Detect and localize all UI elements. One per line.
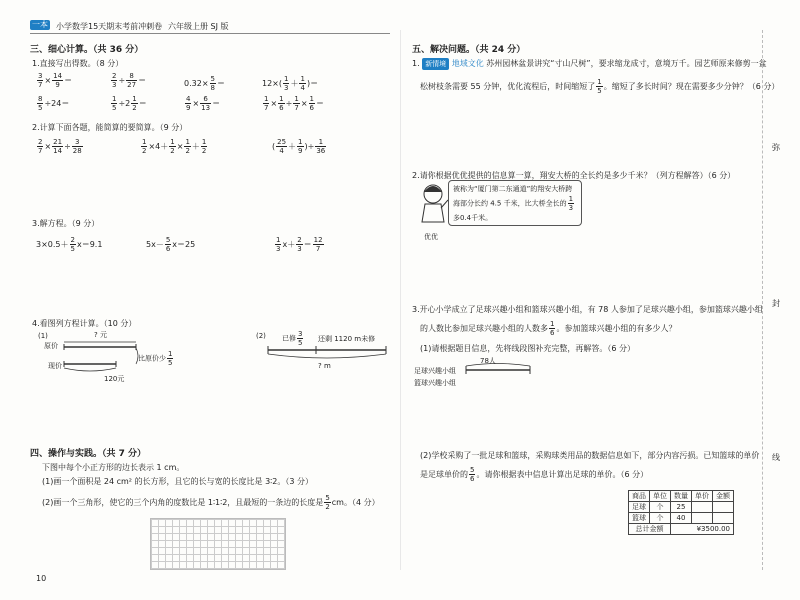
section3-title: 三、细心计算。（共 36 分） (30, 45, 144, 55)
q3-football-label: 足球兴趣小组 (414, 367, 456, 375)
q4-title: 4.看图列方程计算。（10 分） (32, 319, 137, 328)
s5-q3-sub2-line1: (2)学校采购了一批足球和篮球，采购球类用品的数据信息如下，部分内容污损。已知篮球的单价 (420, 451, 760, 460)
calc-1d: 12×( $\frac{1}{3}$ ＋ $\frac{1}{4}$ )＝ (262, 75, 319, 92)
equation-3: $\frac{1}{3}$ x＋ $\frac{2}{3}$ ＝ $\frac{12}{7}$ (276, 236, 323, 253)
calc-1b: $\frac{2}{3}$ ÷ $\frac{8}{27}$ ＝ (112, 72, 147, 89)
header-title: 小学数学15天期末考前冲刺卷 (56, 22, 163, 31)
s5-q1-line2: 松树枝条需要 55 分钟，优化流程后，时间缩短了 $\frac{1}{5}$ 。缩短了多长时间？现在需要多少分钟？（6 分） (420, 78, 780, 95)
th-item: 商品 (629, 491, 650, 502)
th-price: 单价 (692, 491, 713, 502)
section5-title: 五、解决问题。（共 24 分） (412, 45, 526, 55)
youyou-label: 优优 (424, 233, 438, 241)
calc-2b: $\frac{1}{5}$ ÷2 $\frac{1}{2}$ ＝ (112, 95, 147, 112)
q3-segment (464, 362, 534, 376)
calc-2c: $\frac{4}{9}$ × $\frac{6}{13}$ ＝ (186, 95, 221, 112)
expr-2b: $\frac{1}{2}$ ×4＋ $\frac{1}{2}$ × $\frac{1}{2}$ ＋ $\frac{1}{2}$ (142, 138, 207, 155)
calc-2a: $\frac{8}{5}$ ÷24＝ (38, 95, 70, 112)
seal-char-1: 弥 (772, 143, 780, 152)
sec4-q2: (2)画一个三角形，使它的三个内角的度数比是 1∶1∶2，且最短的一条边的长度是 $\frac{5}{2}$ cm。（4 分） (42, 494, 380, 511)
q3-78-label: 78人 (480, 357, 496, 365)
square-grid[interactable] (150, 518, 286, 570)
seal-line (762, 30, 764, 570)
s5-q2-title: 2.请你根据优优提供的信息算一算，翔安大桥的全长约是多少千米？（列方程解答）（6 分） (412, 171, 736, 180)
s5-q1-line1: 1. 新情境 地域文化 苏州园林盆景讲究“寸山尺树”，要求缩龙成寸，意境万千。园艺师原来修剪一盆 (412, 59, 767, 68)
tag-new-context: 新情境 (422, 58, 449, 70)
diagram1-120: 120元 (104, 375, 125, 383)
calc-1c: 0.32× $\frac{5}{8}$ ＝ (184, 75, 225, 92)
q3-title: 3.解方程。（9 分） (32, 219, 100, 228)
diagram2-remaining: 还剩 1120 m未修 (318, 335, 376, 343)
diagram1-unknown: ? 元 (94, 331, 107, 339)
q1-title: 1.直接写出得数。（8 分） (32, 59, 124, 68)
equation-2: 5x－ $\frac{5}{6}$ x＝25 (146, 236, 196, 253)
girl-illustration (418, 182, 448, 230)
diagram1-less: 比原价少 $\frac{1}{5}$ (138, 350, 173, 367)
sec4-intro: 下图中每个小正方形的边长表示 1 cm。 (42, 463, 185, 472)
section4-title: 四、操作与实践。（共 7 分） (30, 449, 147, 459)
q3-basketball-label: 篮球兴趣小组 (414, 379, 456, 387)
table-row: 足球 个 25 (629, 502, 734, 513)
diagram1-yuanjia: 原价 (44, 342, 58, 350)
header-rule (30, 33, 390, 34)
calc-2d: $\frac{1}{7}$ × $\frac{1}{6}$ ÷ $\frac{1}{7}$ × $\frac{1}{6}$ ＝ (264, 95, 324, 112)
table-total-row: 总计金额 ¥3500.00 (629, 524, 734, 535)
calc-1a: $\frac{3}{7}$ × $\frac{14}{9}$ ＝ (38, 72, 73, 89)
diagram2-unknown: ? m (318, 362, 331, 370)
seal-char-2: 封 (772, 299, 780, 308)
brand-badge: 一本 (32, 20, 48, 29)
sec4-q1: (1)画一个面积是 24 cm² 的长方形，且它的长与宽的长度比是 3∶2。（3 分） (42, 477, 313, 486)
th-unit: 单位 (650, 491, 671, 502)
diagram1-xianjia: 现价 (48, 362, 62, 370)
expr-2c: ( $\frac{25}{4}$ ＋ $\frac{1}{9}$ )÷ $\frac{1}{36}$ (272, 138, 326, 155)
header-grade: 六年级上册 SJ 版 (168, 22, 229, 31)
s5-q3-line2: 的人数比参加足球兴趣小组的人数多 $\frac{1}{6}$ 。参加篮球兴趣小组的有多少人？ (420, 320, 677, 337)
diagram2-label: (2) (256, 332, 266, 340)
expr-2a: $\frac{2}{7}$ × $\frac{21}{14}$ ÷ $\frac{3}{28}$ (38, 138, 82, 155)
th-qty: 数量 (671, 491, 692, 502)
s5-q3-sub2-line2: 是足球单价的 $\frac{5}{6}$ 。请你根据表中信息计算出足球的单价。（6 分） (420, 466, 649, 483)
equation-1: 3×0.5＋ $\frac{2}{5}$ x＝9.1 (36, 236, 103, 253)
s5-q3-line1: 3.开心小学成立了足球兴趣小组和篮球兴趣小组，有 78 人参加了足球兴趣小组，参加篮球兴趣小组 (412, 305, 763, 314)
table-row: 篮球 个 40 (629, 513, 734, 524)
column-divider (400, 30, 401, 570)
purchase-table (628, 490, 734, 535)
speech-bubble: 被称为“厦门第二东通道”的翔安大桥跨海部分长约 4.5 千米，比大桥全长的 $\frac{1}{3}$ 多0.4千米。 (448, 180, 582, 226)
page-number: 10 (36, 574, 47, 583)
seal-char-3: 线 (772, 453, 780, 462)
th-amount: 金额 (713, 491, 734, 502)
s5-q3-sub1: (1)请根据题目信息，先将线段图补充完整，再解答。（6 分） (420, 344, 635, 353)
diagram1-label: (1) (38, 332, 48, 340)
q2-title: 2.计算下面各题，能简算的要简算。（9 分） (32, 123, 188, 132)
diagram2-yixiu: 已修 $\frac{3}{5}$ (282, 330, 303, 347)
